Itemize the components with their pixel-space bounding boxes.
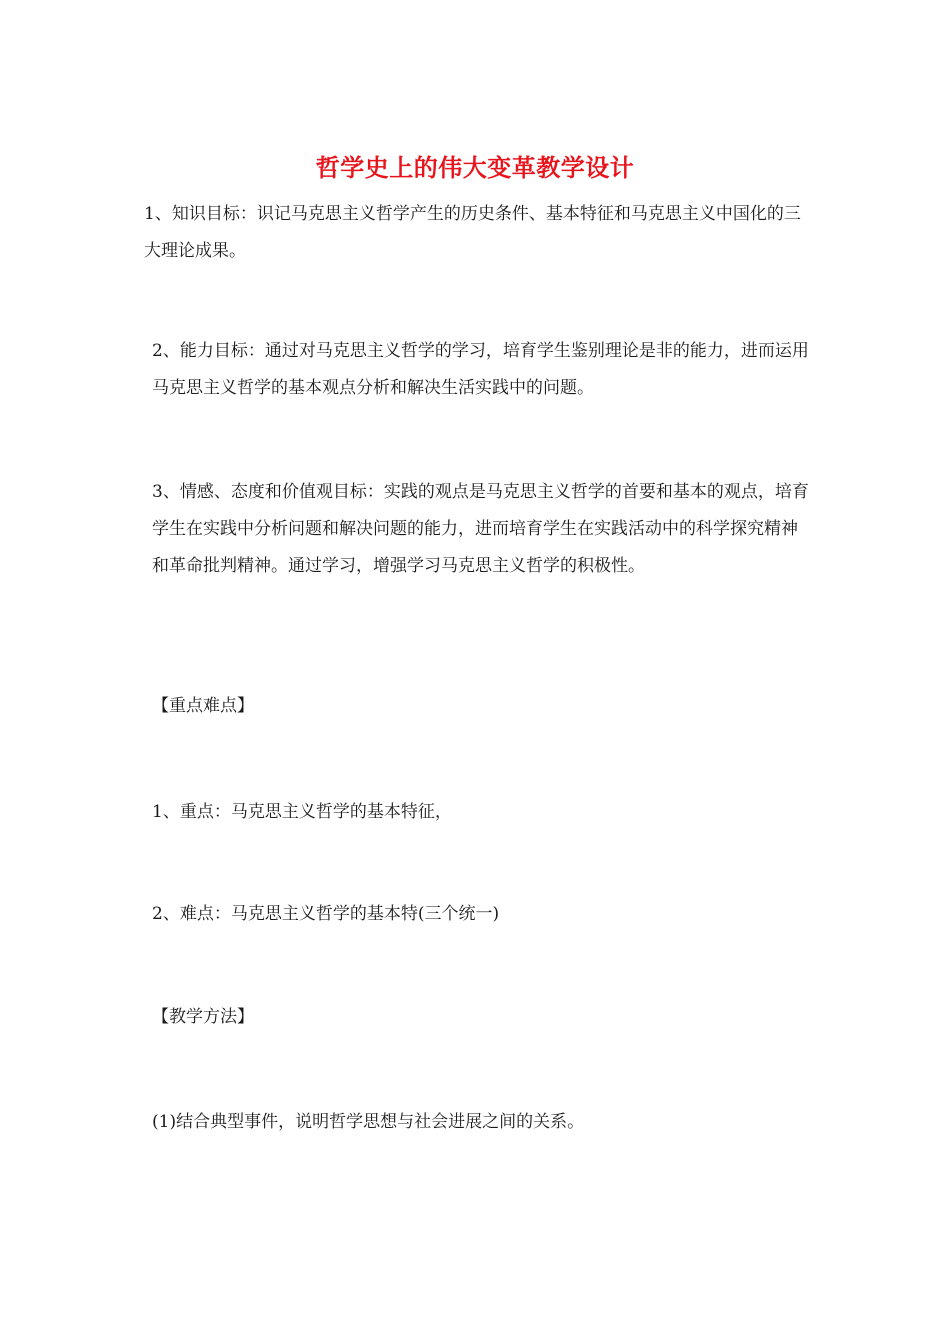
method-item-1: (1)结合典型事件，说明哲学思想与社会进展之间的关系。 <box>152 1112 585 1132</box>
section-heading-methods: 【教学方法】 <box>152 1007 254 1027</box>
emotion-goal-paragraph: 3、情感、态度和价值观目标：实践的观点是马克思主义哲学的首要和基本的观点，培育学生在实践中分析问题和解决问题的能力，进而培育学生在实践活动中的科学探究精神和革命批判精神。通过学习，增强学习马克思主义哲学的积极性。 <box>152 482 809 576</box>
knowledge-goal-paragraph: 1、知识目标：识记马克思主义哲学产生的历史条件、基本特征和马克思主义中国化的三大理论成果。 <box>144 204 801 261</box>
ability-goal-paragraph: 2、能力目标：通过对马克思主义哲学的学习，培育学生鉴别理论是非的能力，进而运用马克思主义哲学的基本观点分析和解决生活实践中的问题。 <box>152 341 809 398</box>
section-heading-key-points: 【重点难点】 <box>152 696 254 716</box>
key-point-item: 1、重点：马克思主义哲学的基本特征， <box>152 802 452 822</box>
difficult-point-item: 2、难点：马克思主义哲学的基本特(三个统一) <box>152 904 500 924</box>
document-title: 哲学史上的伟大变革教学设计 <box>315 153 635 182</box>
